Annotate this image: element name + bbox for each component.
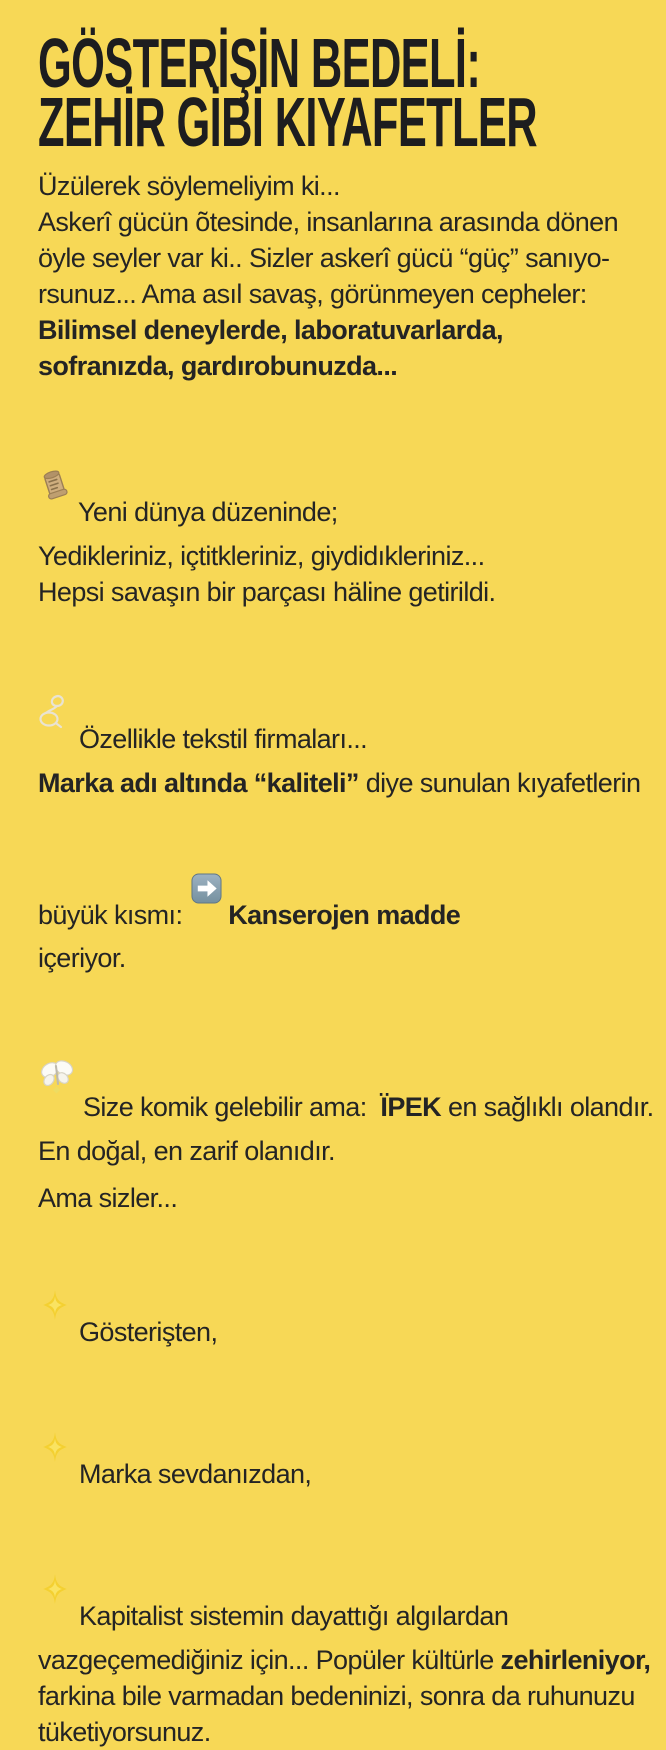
text-segment: Marka adı altında “kaliteli” [38, 768, 359, 798]
title-line-1: GÖSTERİŞİN BEDELİ: [38, 24, 481, 102]
scroll-icon [38, 395, 71, 538]
text-segment: Bilimsel deneylerde, laboratuvarlarda, [38, 315, 503, 345]
text-segment: Size komik gelebilir ama: [83, 1092, 381, 1122]
text-segment: Kapitalist sistemin dayattığı algılardan [79, 1601, 509, 1631]
text-segment: ÏPEK [380, 1092, 442, 1122]
page-title [38, 24, 537, 161]
text-segment: öyle seyler var ki.. Sizler askerî gücü “güç” sanıyo- [38, 243, 610, 273]
text-segment: büyük kısmı: [38, 900, 190, 930]
text-line [38, 312, 642, 348]
text-segment: vazgeçemediğiniz için... Popüler kültürle [38, 1645, 501, 1675]
text-segment: Marka sevdanızdan, [79, 1459, 312, 1489]
paragraph [38, 1180, 651, 1750]
text-segment: Kanserojen madde [228, 900, 461, 930]
text-segment: içeriyor. [38, 943, 126, 973]
text-line [38, 538, 642, 574]
text-segment: Ama sizler... [38, 1183, 178, 1213]
text-line [38, 1678, 642, 1714]
text-segment: Yedikleriniz, içtitkleriniz, giydidıkleriniz... [38, 541, 485, 571]
text-line [38, 240, 642, 276]
text-line [38, 204, 642, 240]
text-segment: Yeni dünya düzeninde; [78, 497, 338, 527]
text-line [38, 1500, 642, 1642]
text-line [38, 940, 642, 976]
paragraph [38, 987, 654, 1169]
text-segment: rsunuz... Ama asıl savaş, görünmeyen cepheler: [38, 279, 587, 309]
text-line [38, 1216, 642, 1358]
text-line [38, 395, 642, 538]
paragraph [38, 395, 642, 610]
text-line [38, 168, 642, 204]
right-arrow-icon [191, 801, 222, 940]
text-segment: Hepsi savaşın bir parçası häline getirildi. [38, 577, 496, 607]
text-line [38, 1642, 651, 1678]
sparkle-icon [38, 1500, 72, 1642]
text-segment: diye sunulan kıyafetlerin [358, 768, 641, 798]
text-segment: Askerî gücün õtesinde, insanlarına arasında dönen [38, 207, 619, 237]
text-line [38, 276, 642, 312]
text-segment: Gösterişten, [79, 1317, 218, 1347]
text-line [38, 574, 642, 610]
article-body [38, 168, 654, 1750]
text-segment: Özellikle tekstil firmaları... [79, 724, 368, 754]
text-line [38, 621, 642, 765]
sparkle-icon [38, 1216, 72, 1358]
text-segment: Üzülerek söylemeliyim ki... [38, 171, 340, 201]
text-line [38, 348, 642, 384]
thread-icon [38, 621, 72, 765]
text-segment: farkina bile varmadan bedeninizi, sonra da ruhunuzu [38, 1681, 635, 1711]
text-segment: zehirleniyor, [500, 1645, 651, 1675]
text-segment: En doğal, en zarif olanıdır. [38, 1136, 335, 1166]
butterfly-icon [38, 987, 76, 1133]
text-segment: en sağlıklı olandır. [441, 1092, 654, 1122]
text-segment: sofranızda, gardırobunuzda... [38, 351, 398, 381]
text-line [38, 1180, 642, 1216]
text-segment: tüketiyorsunuz. [38, 1717, 211, 1747]
text-line [38, 987, 654, 1133]
text-line [38, 1133, 642, 1169]
paragraph [38, 621, 642, 976]
sparkle-icon [38, 1358, 72, 1500]
text-line [38, 1714, 642, 1750]
paragraph [38, 168, 642, 384]
text-line [38, 1358, 642, 1500]
text-line [38, 765, 642, 801]
text-line [38, 801, 642, 940]
title-line-2: ZEHİR GİBİ KIYAFETLER [38, 83, 537, 161]
